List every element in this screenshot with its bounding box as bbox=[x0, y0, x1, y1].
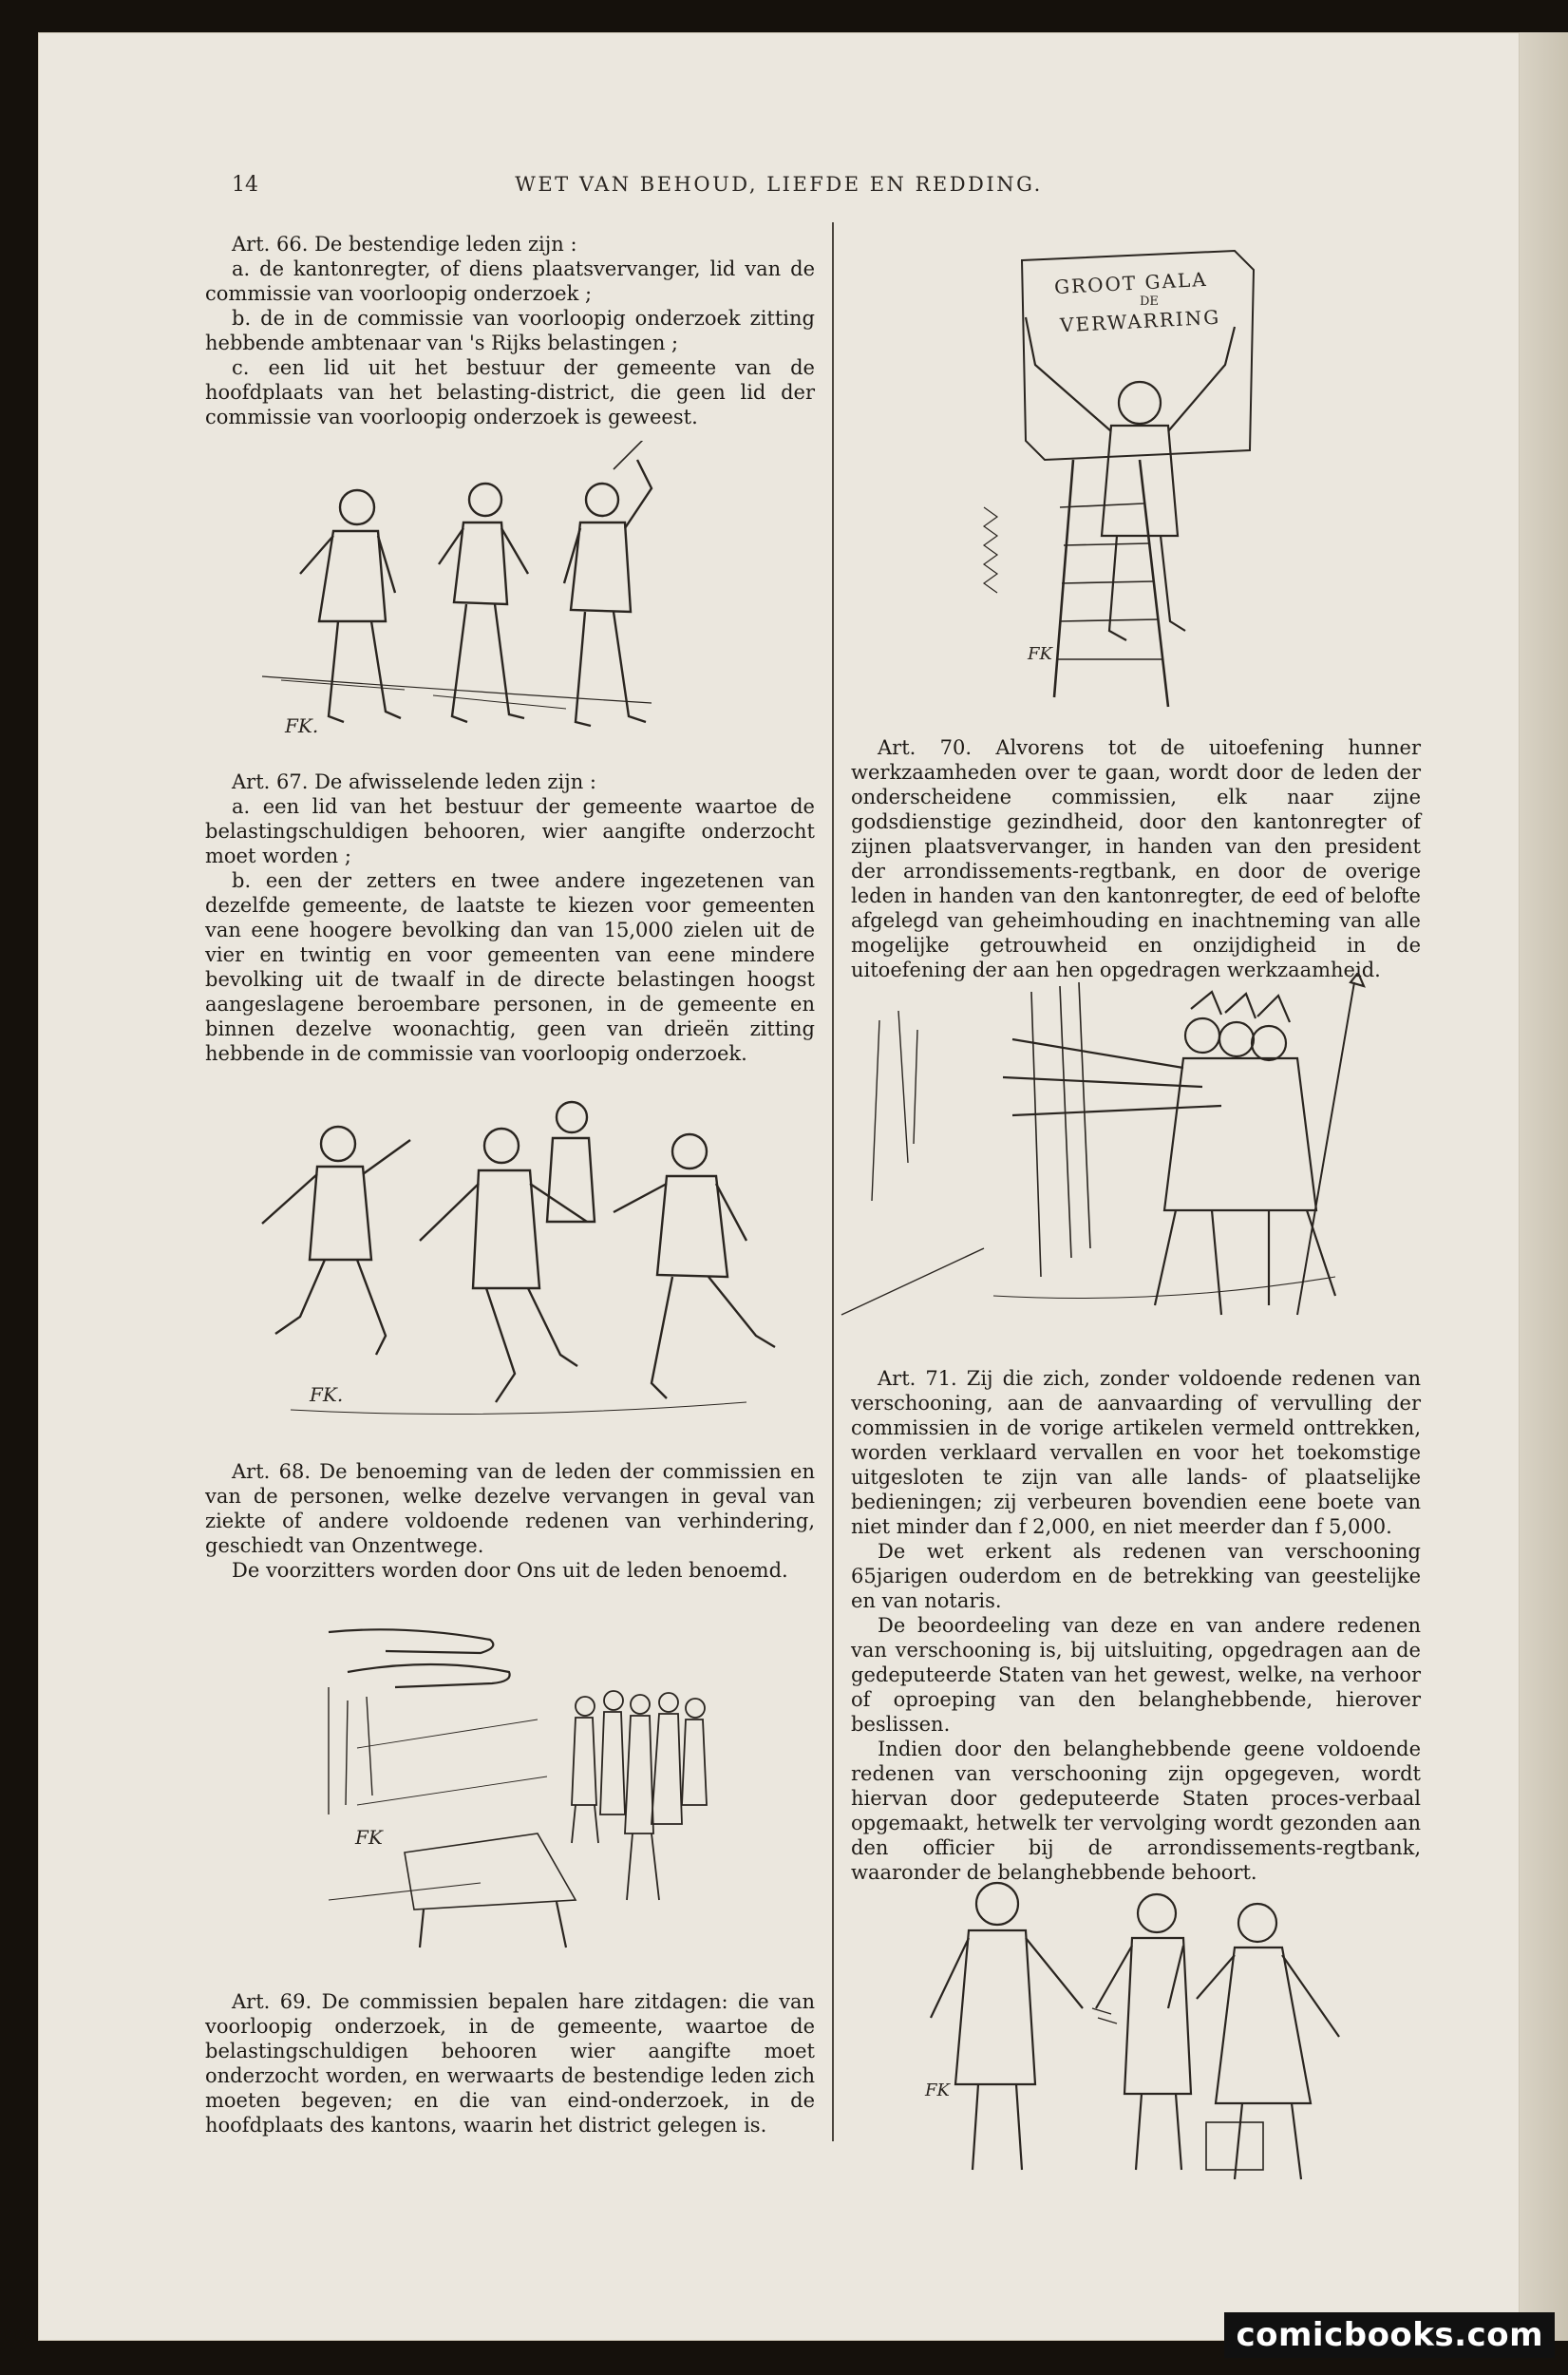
adjacent-page-edge bbox=[1520, 32, 1568, 2341]
article-67 bbox=[205, 770, 815, 1066]
art67-lead: Art. 67. De afwisselende leden zijn : bbox=[232, 770, 596, 793]
art68-p1: Art. 68. De benoeming van de leden der commissien en van de personen, welke dezelve vervangen in geval van ziekte of andere voldoende redenen van verhindering, geschiedt van Onzentwege. bbox=[205, 1460, 815, 1557]
art66-b: b. de in de commissie van voorloopig onderzoek zitting hebbende ambtenaar van 's Rijks belastingen ; bbox=[205, 307, 815, 354]
illustration-romans-saluting bbox=[822, 973, 1430, 1334]
art70-p1: Art. 70. Alvorens tot de uitoefening hunner werkzaamheden over te gaan, wordt door de leden der onderscheidene commissien, elk naar zijne godsdienstige gezindheid, door den kantonregter of zijnen plaatsvervanger, in handen van den president der arrondissements-regtbank, en door de overige leden in handen van den kantonregter, de eed of belofte afgelegd van geheimhouding en inachtneming van alle mogelijke getrouwheid en onzijdigheid in de uitoefening der aan hen opgedragen werkzaamheid. bbox=[851, 736, 1421, 981]
page-number: 14 bbox=[232, 173, 258, 197]
signature-fig3: FK bbox=[355, 1826, 383, 1849]
art66-c: c. een lid uit het bestuur der gemeente van de hoofdplaats van het belasting-district, die geen lid der commissie van voorloopig onderzoek is geweest. bbox=[205, 356, 815, 428]
poster-line3: VERWARRING bbox=[1059, 305, 1221, 337]
illustration-three-men-walking bbox=[253, 441, 784, 745]
article-69 bbox=[205, 1989, 815, 2138]
article-71 bbox=[851, 1366, 1421, 1885]
poster-line2: DE bbox=[1140, 294, 1159, 309]
illustration-poster-on-ladder bbox=[950, 222, 1292, 716]
poster-line1: GROOT GALA bbox=[1053, 267, 1209, 299]
illustration-men-dancing bbox=[234, 1098, 784, 1440]
art71-p4: Indien door den belanghebbende geene voldoende redenen van verschooning zijn opgegeven, wordt hiervan door gedeputeerde Staten proces-verbaal opgemaakt, hetwelk ter vervolging wordt gezonden aan den officier bij de arrondissements-regtbank, waaronder de belanghebbende behoort. bbox=[851, 1738, 1421, 1884]
art71-p3: De beoordeeling van deze en van andere redenen van verschooning is, bij uitsluiting, opgedragen aan de gedeputeerde Staten van het gewest, welke, na verhoor of oproeping van den belanghebbende, hierover beslissen. bbox=[851, 1614, 1421, 1736]
art67-a: a. een lid van het bestuur der gemeente waartoe de belastingschuldigen behooren, wier aangifte onderzocht moet worden ; bbox=[205, 795, 815, 867]
page-title: WET VAN BEHOUD, LIEFDE EN REDDING. bbox=[515, 173, 1043, 196]
site-watermark: comicbooks.com bbox=[1224, 2312, 1555, 2358]
signature-fig1: FK. bbox=[285, 714, 319, 737]
art71-p2: De wet erkent als redenen van verschooning 65jarigen ouderdom en de betrekking van geestelijke en van notaris. bbox=[851, 1540, 1421, 1612]
article-68 bbox=[205, 1459, 815, 1583]
article-70 bbox=[851, 735, 1421, 982]
art71-p1: Art. 71. Zij die zich, zonder voldoende redenen van verschooning, aan de aanvaarding of vervulling der commissien in de vorige artikelen vermeld onttrekken, worden verklaard vervallen en voor het toekomstige uitgesloten te zijn van alle lands- of plaatselijke bedieningen; zij verbeuren bovendien eene boete van niet minder dan f 2,000, en niet meerder dan f 5,000. bbox=[851, 1367, 1421, 1538]
illustration-hands-and-commission bbox=[291, 1615, 746, 1957]
signature-fig4: FK bbox=[1028, 644, 1052, 664]
art69-p1: Art. 69. De commissien bepalen hare zitdagen: die van voorloopig onderzoek, in de gemeente, waartoe de belastingschuldigen behooren wier aangifte moet onderzocht worden, en werwaarts de bestendige leden zich moeten begeven; en die van eind-onderzoek, in de hoofdplaats des kantons, waarin het district gelegen is. bbox=[205, 1990, 815, 2137]
illustration-three-men-coins bbox=[893, 1866, 1387, 2189]
signature-fig2: FK. bbox=[310, 1383, 344, 1406]
art67-b: b. een der zetters en twee andere ingezetenen van dezelfde gemeente, de laatste te kiezen voor gemeenten van eene hoogere bevolking dan van 15,000 zielen uit de vier en twintig en voor gemeenten van eene mindere bevolking uit de twaalf in de directe belastingen hoogst aangeslagene beroembare personen, in de gemeente en binnen dezelve woonachtig, geen van drieën zitting hebbende in de commissie van voorloopig onderzoek. bbox=[205, 869, 815, 1065]
art66-lead: Art. 66. De bestendige leden zijn : bbox=[232, 233, 577, 256]
newspaper-page bbox=[38, 32, 1520, 2341]
article-66 bbox=[205, 232, 815, 429]
art68-p2: De voorzitters worden door Ons uit de leden benoemd. bbox=[232, 1559, 788, 1582]
signature-fig6: FK bbox=[925, 2080, 950, 2100]
art66-a: a. de kantonregter, of diens plaatsvervanger, lid van de commissie van voorloopig onderzoek ; bbox=[205, 257, 815, 305]
